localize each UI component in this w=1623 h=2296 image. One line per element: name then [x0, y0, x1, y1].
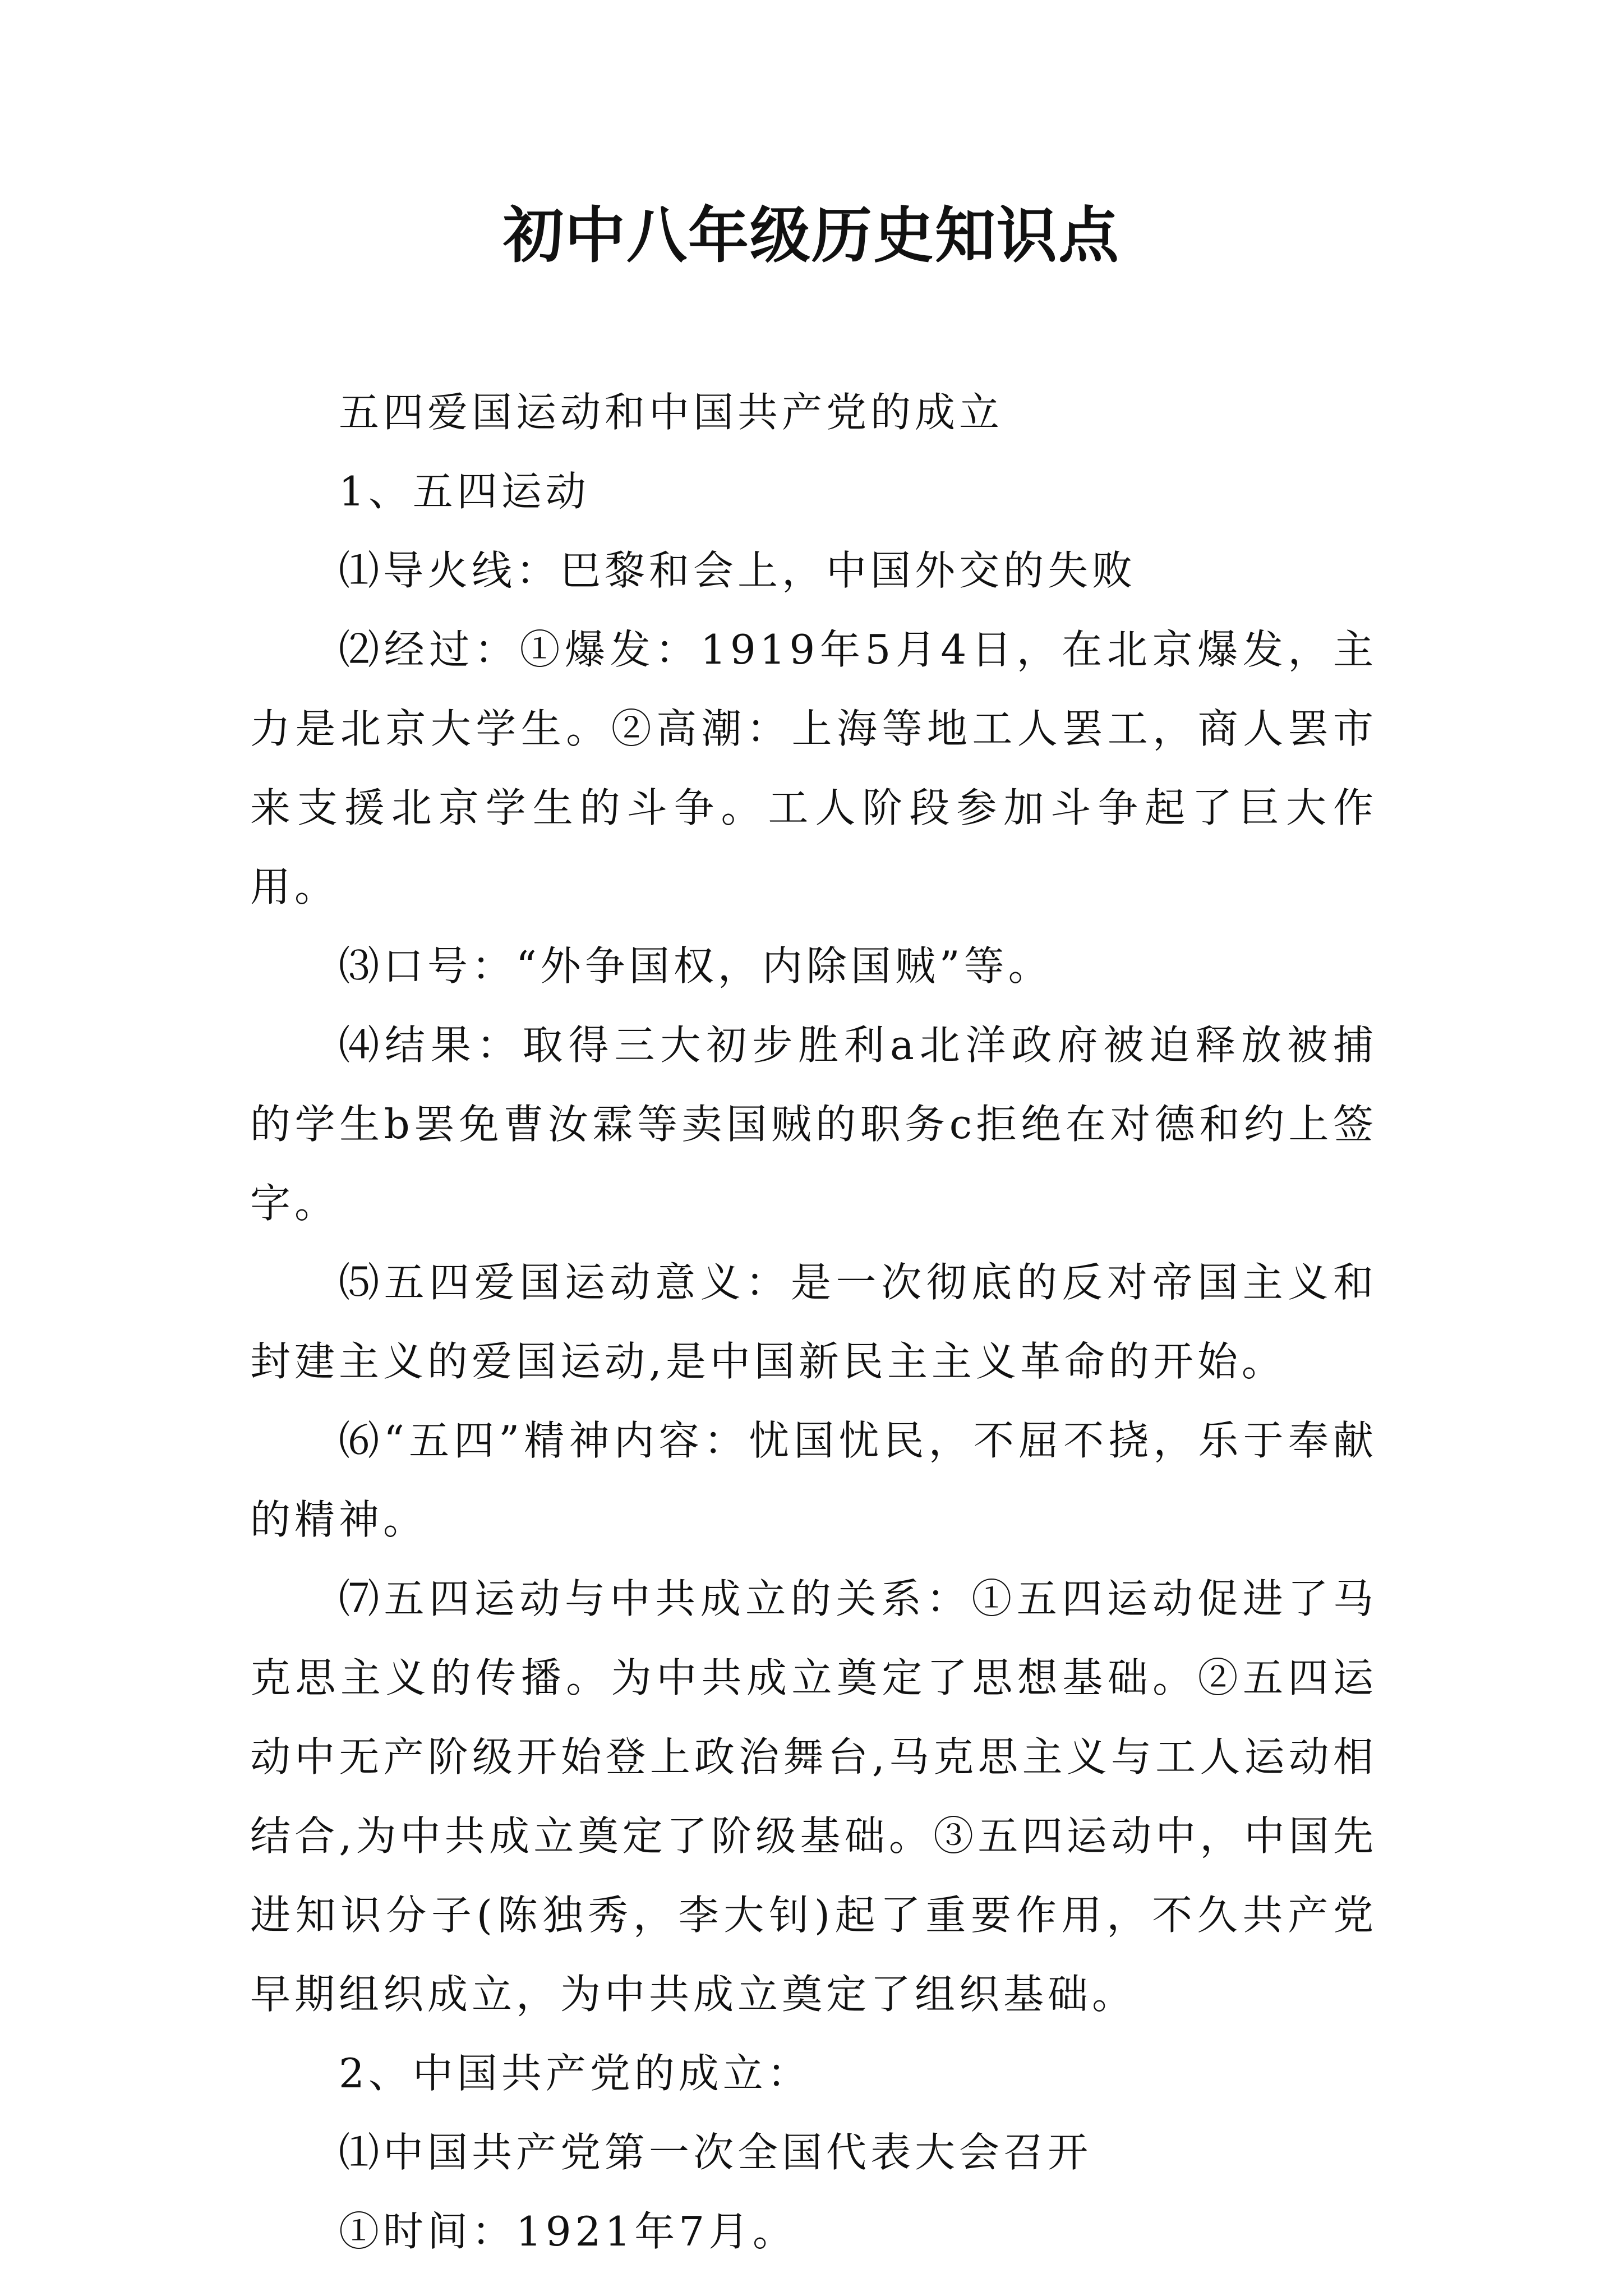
paragraph-process: ⑵经过：①爆发：1919年5月4日，在北京爆发，主力是北京大学生。②高潮：上海等地工人罢工，商人罢市来支援北京学生的斗争。工人阶段参加斗争起了巨大作用。	[250, 626, 1377, 910]
paragraph-relationship: ⑺五四运动与中共成立的关系：①五四运动促进了马克思主义的传播。为中共成立奠定了思想基础。②五四运动中无产阶级开始登上政治舞台,马克思主义与工人运动相结合,为中共成立奠定了阶级基础。③五四运动中，中国先进知识分子(陈独秀，李大钊)起了重要作用，不久共产党早期组织成立，为中共成立奠定了组织基础。	[250, 1575, 1377, 2018]
paragraph-first-congress: ⑴中国共产党第一次全国代表大会召开	[339, 2129, 1092, 2176]
paragraph-spirit: ⑹“五四”精神内容：忧国忧民，不屈不挠，乐于奉献的精神。	[250, 1417, 1377, 1543]
subsection-heading-cpc-founding: 2、中国共产党的成立：	[339, 2050, 811, 2097]
section-heading-may-fourth-and-cpc: 五四爱国运动和中国共产党的成立	[339, 389, 1004, 436]
document-body	[250, 373, 1377, 2271]
paragraph-result: ⑷结果：取得三大初步胜利a北洋政府被迫释放被捕的学生b罢免曹汝霖等卖国贼的职务c拒绝在对德和约上签字。	[250, 1022, 1377, 1227]
paragraph-trigger: ⑴导火线：巴黎和会上，中国外交的失败	[339, 547, 1137, 594]
paragraph-congress-time: ①时间：1921年7月。	[339, 2208, 797, 2255]
document-title: 初中八年级历史知识点	[502, 200, 1120, 271]
subsection-heading-may-fourth-movement: 1、五四运动	[339, 468, 590, 515]
paragraph-slogan: ⑶口号：“外争国权，内除国贼”等。	[339, 942, 1053, 990]
paragraph-significance: ⑸五四爱国运动意义：是一次彻底的反对帝国主义和封建主义的爱国运动,是中国新民主主义革命的开始。	[250, 1259, 1377, 1385]
